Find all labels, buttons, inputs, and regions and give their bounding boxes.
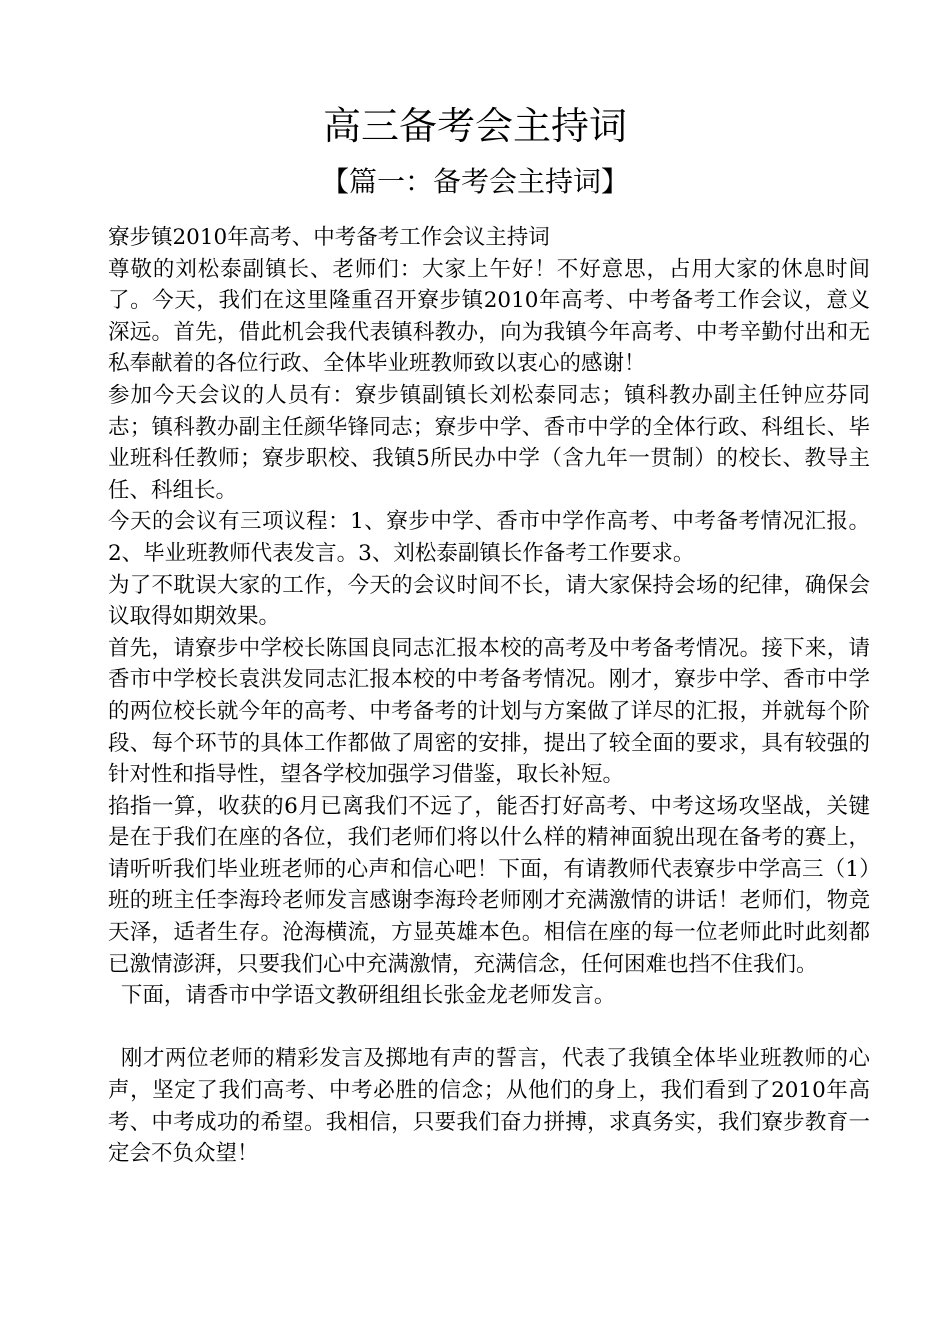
document-subtitle: 【篇一：备考会主持词】 (320, 165, 629, 198)
paragraph-teacher-speech: 掐指一算，收获的6月已离我们不远了，能否打好高考、中考这场攻坚战，关键是在于我们在座的各位，我们老师们将以什么样的精神面貌出现在备考的赛上，请听听我们毕业班老师的心声和信心吧！下面，有请教师代表寮步中学高三（1）班的班主任李海玲老师发言感谢李海玲老师刚才充满激情的讲话！老师们，物竞天泽，适者生存。沧海横流，方显英雄本色。相信在座的每一位老师此时此刻都已激情澎湃，只要我们心中充满激情，充满信念，任何困难也挡不住我们。 (108, 793, 870, 977)
paragraph-greeting: 尊敬的刘松泰副镇长、老师们：大家上午好！不好意思，占用大家的休息时间了。今天，我们在这里隆重召开寮步镇2010年高考、中考备考工作会议，意义深远。首先，借此机会我代表镇科教办，向为我镇今年高考、中考辛勤付出和无私奉献着的各位行政、全体毕业班教师致以衷心的感谢！ (108, 256, 870, 377)
paragraph-reports: 首先，请寮步中学校长陈国良同志汇报本校的高考及中考备考情况。接下来，请香市中学校长袁洪发同志汇报本校的中考备考情况。刚才，寮步中学、香市中学的两位校长就今年的高考、中考备考的计划与方案做了详尽的汇报，并就每个阶段、每个环节的具体工作都做了周密的安排，提出了较全面的要求，具有较强的针对性和指导性，望各学校加强学习借鉴，取长补短。 (108, 635, 870, 788)
paragraph-attendees: 参加今天会议的人员有：寮步镇副镇长刘松泰同志；镇科教办副主任钟应芬同志；镇科教办副主任颜华锋同志；寮步中学、香市中学的全体行政、科组长、毕业班科任教师；寮步职校、我镇5所民办中学（含九年一贯制）的校长、教导主任、科组长。 (108, 382, 870, 503)
document-body (108, 222, 870, 1170)
paragraph-discipline: 为了不耽误大家的工作，今天的会议时间不长，请大家保持会场的纪律，确保会议取得如期效果。 (108, 572, 870, 630)
document-title: 高三备考会主持词 (322, 104, 627, 148)
paragraph-closing: 刚才两位老师的精彩发言及掷地有声的誓言，代表了我镇全体毕业班教师的心声，坚定了我们高考、中考必胜的信念；从他们的身上，我们看到了2010年高考、中考成功的希望。我相信，只要我们奋力拼搏，求真务实，我们寮步教育一定会不负众望！ (108, 1046, 870, 1167)
paragraph-next-speaker: 下面，请香市中学语文教研组组长张金龙老师发言。 (120, 983, 616, 1009)
paragraph-spacer (108, 1012, 870, 1044)
paragraph-agenda: 今天的会议有三项议程：1、寮步中学、香市中学作高考、中考备考情况汇报。2、毕业班教师代表发言。3、刘松泰副镇长作备考工作要求。 (108, 509, 870, 566)
paragraph-heading: 寮步镇2010年高考、中考备考工作会议主持词 (108, 225, 550, 250)
